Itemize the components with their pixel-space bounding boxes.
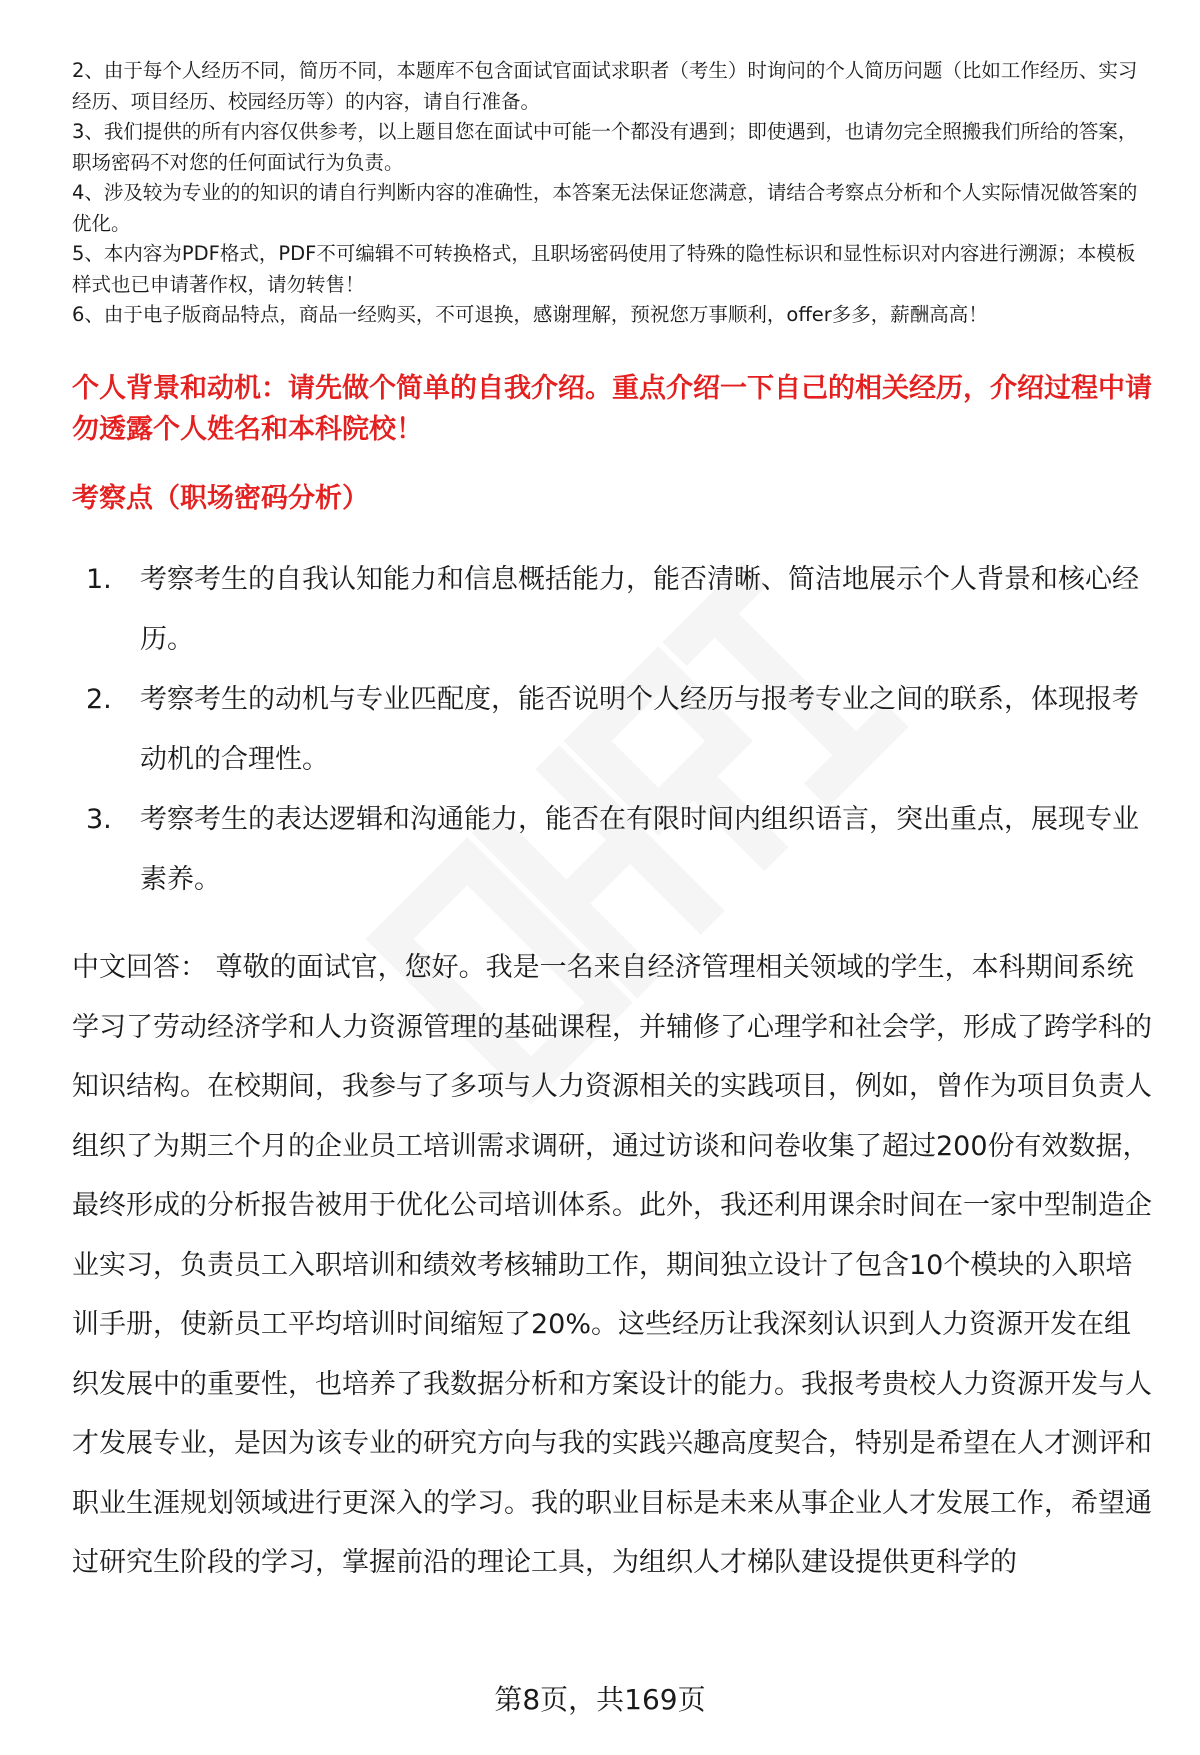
point-number: 1. (86, 564, 112, 595)
point-number: 3. (86, 804, 112, 835)
question-heading: 个人背景和动机：请先做个简单的自我介绍。重点介绍一下自己的相关经历，介绍过程中请勿透露个人姓名和本科院校！ (72, 373, 1152, 445)
note-item: 2、由于每个人经历不同，简历不同，本题库不包含面试官面试求职者（考生）时询问的个人简历问题（比如工作经历、实习经历、项目经历、校园经历等）的内容，请自行准备。 (72, 59, 1138, 113)
assessment-points-heading: 考察点（职场密码分析） (72, 483, 369, 514)
page-number-footer: 第8页，共169页 (494, 1683, 706, 1716)
disclaimer-notes (72, 56, 1142, 331)
note-item: 3、我们提供的所有内容仅供参考，以上题目您在面试中可能一个都没有遇到；即使遇到，也请勿完全照搬我们所给的答案，职场密码不对您的任何面试行为负责。 (72, 120, 1138, 174)
point-text: 考察考生的自我认知能力和信息概括能力，能否清晰、简洁地展示个人背景和核心经历。 (140, 564, 1139, 655)
assessment-point (72, 550, 1142, 670)
assessment-points-list (72, 550, 1142, 910)
note-item: 6、由于电子版商品特点，商品一经购买，不可退换，感谢理解，预祝您万事顺利，offer多多，薪酬高高！ (72, 303, 988, 326)
assessment-point (72, 790, 1142, 910)
point-text: 考察考生的表达逻辑和沟通能力，能否在有限时间内组织语言，突出重点，展现专业素养。 (140, 804, 1139, 895)
point-number: 2. (86, 684, 112, 715)
assessment-point (72, 670, 1142, 790)
chinese-answer-paragraph: 中文回答： 尊敬的面试官，您好。我是一名来自经济管理相关领域的学生，本科期间系统学习了劳动经济学和人力资源管理的基础课程，并辅修了心理学和社会学，形成了跨学科的知识结构。在校期间，我参与了多项与人力资源相关的实践项目，例如，曾作为项目负责人组织了为期三个月的企业员工培训需求调研，通过访谈和问卷收集了超过200份有效数据，最终形成的分析报告被用于优化公司培训体系。此外，我还利用课余时间在一家中型制造企业实习，负责员工入职培训和绩效考核辅助工作，期间独立设计了包含10个模块的入职培训手册，使新员工平均培训时间缩短了20%。这些经历让我深刻认识到人力资源开发在组织发展中的重要性，也培养了我数据分析和方案设计的能力。我报考贵校人力资源开发与人才发展专业，是因为该专业的研究方向与我的实践兴趣高度契合，特别是希望在人才测评和职业生涯规划领域进行更深入的学习。我的职业目标是未来从事企业人才发展工作，希望通过研究生阶段的学习，掌握前沿的理论工具，为组织人才梯队建设提供更科学的 (72, 952, 1152, 1578)
note-item: 5、本内容为PDF格式，PDF不可编辑不可转换格式，且职场密码使用了特殊的隐性标识和显性标识对内容进行溯源；本模板样式也已申请著作权，请勿转售！ (72, 242, 1136, 296)
note-item: 4、涉及较为专业的的知识的请自行判断内容的准确性，本答案无法保证您满意，请结合考察点分析和个人实际情况做答案的优化。 (72, 181, 1138, 235)
point-text: 考察考生的动机与专业匹配度，能否说明个人经历与报考专业之间的联系，体现报考动机的合理性。 (140, 684, 1139, 775)
